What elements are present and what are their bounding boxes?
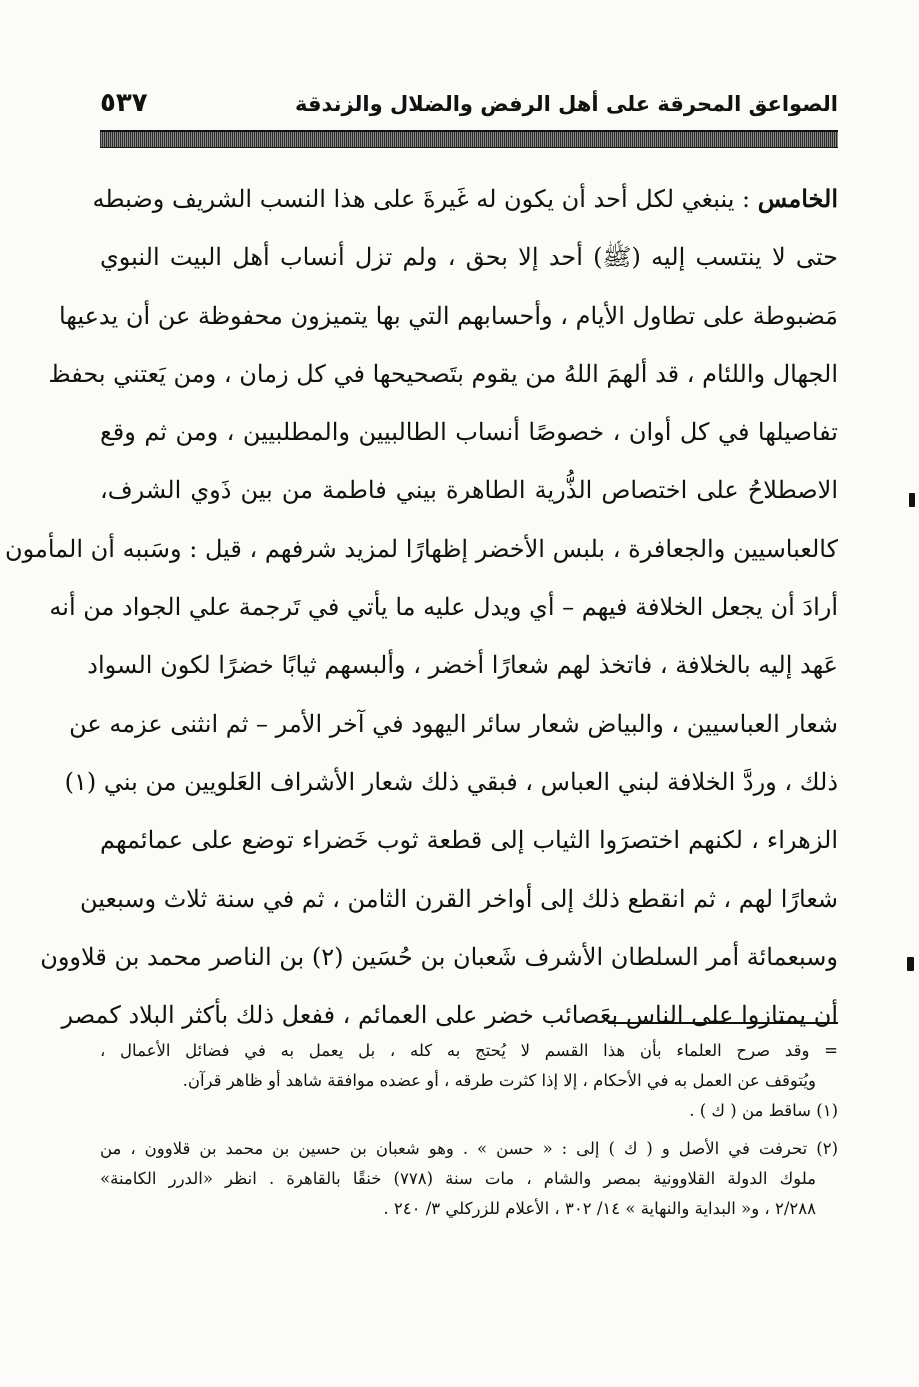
- text-line: شعار العباسيين ، والبياض شعار سائر اليهود في آخر الأمر – ثم انثنى عزمه عن: [69, 709, 838, 738]
- text-line: الزهراء ، لكنهم اختصرَوا الثياب إلى قطعة ثوب خَضراء توضع على عمائمهم: [100, 826, 838, 855]
- text-line: مَضبوطة على تطاول الأيام ، وأحسابهم التي بها يتميزون محفوظة عن أن يدعيها: [58, 301, 838, 330]
- text-line: وسبعمائة أمر السلطان الأشرف شَعبان بن حُسَين (٢) بن الناصر محمد بن قلاوون: [40, 942, 838, 971]
- footnote-separator: [608, 1022, 838, 1024]
- text-line: ذلك ، وردَّ الخلافة لبني العباس ، فبقي ذلك شعار الأشراف العَلويين من بني (١): [64, 767, 838, 796]
- text-line: تفاصيلها في كل أوان ، خصوصًا أنساب الطالبيين والمطلبيين ، ومن ثم وقع: [100, 418, 838, 447]
- text-line: الجهال واللئام ، قد ألهمَ اللهُ من يقوم بتَصحيحها في كل زمان ، ومن يَعتني بحفظ: [48, 359, 838, 388]
- main-text: [4, 170, 838, 1044]
- scan-margin-mark: [909, 493, 915, 507]
- text-line: عَهد إليه بالخلافة ، فاتخذ لهم شعارًا أخضر ، وألبسهم ثيابًا خضرًا لكون السواد: [87, 651, 838, 680]
- footnote-2-line: ملوك الدولة القلاوونية بمصر والشام ، مات سنة (٧٧٨) خنقًا بالقاهرة . انظر «الدرر الكامنة»: [100, 1169, 816, 1188]
- page-number: ٥٣٧: [100, 88, 148, 118]
- footnotes: [100, 1036, 838, 1224]
- footnote-1: (١) ساقط من ( ك ) .: [689, 1101, 838, 1120]
- footnote-2-line: (٢) تحرفت في الأصل و ( ك ) إلى : « حسن » . وهو شعبان بن حسين بن محمد بن قلاوون ، من: [100, 1139, 838, 1158]
- scan-margin-mark: [907, 957, 914, 971]
- text-line: كالعباسيين والجعافرة ، بلبس الأخضر إظهارًا لمزيد شرفهم ، قيل : وسَببه أن المأمون: [4, 534, 838, 563]
- footnote-line: ويُتوقف عن العمل به في الأحكام ، إلا إذا كثرت طرقه ، أو عضده موافقة شاهد أو ظاهر قرآن.: [182, 1071, 816, 1090]
- text-line: الخامس : ينبغي لكل أحد أن يكون له غَيرةَ على هذا النسب الشريف وضبطه: [92, 184, 838, 213]
- footnote-line: = وقد صرح العلماء بأن هذا القسم لا يُحتج به كله ، بل يعمل به في فضائل الأعمال ،: [100, 1041, 838, 1060]
- running-title: الصواعق المحرقة على أهل الرفض والضلال والزندقة: [294, 92, 838, 116]
- header-rule: [100, 130, 838, 148]
- section-lead-word: الخامس: [757, 184, 838, 213]
- text-line: أرادَ أن يجعل الخلافة فيهم – أي ويدل عليه ما يأتي في تَرجمة علي الجواد من أنه: [49, 593, 838, 622]
- text-line: حتى لا ينتسب إليه (ﷺ) أحد إلا بحق ، ولم تزل أنساب أهل البيت النبوي: [100, 243, 838, 272]
- text-line: الاصطلاحُ على اختصاص الذُّرية الطاهرة بيني فاطمة من بين ذَوي الشرف،: [100, 476, 838, 505]
- footnote-2-line: ٢/٢٨٨ ، و« البداية والنهاية » ١٤/ ٣٠٢ ، الأعلام للزركلي ٣/ ٢٤٠ .: [383, 1199, 816, 1218]
- text-line: أن يمتازوا على الناس بعَصائب خضر على العمائم ، ففعل ذلك بأكثر البلاد كمصر: [61, 1001, 838, 1030]
- page-header: [100, 88, 838, 128]
- text-line: شعارًا لهم ، ثم انقطع ذلك إلى أواخر القرن الثامن ، ثم في سنة ثلاث وسبعين: [80, 884, 838, 913]
